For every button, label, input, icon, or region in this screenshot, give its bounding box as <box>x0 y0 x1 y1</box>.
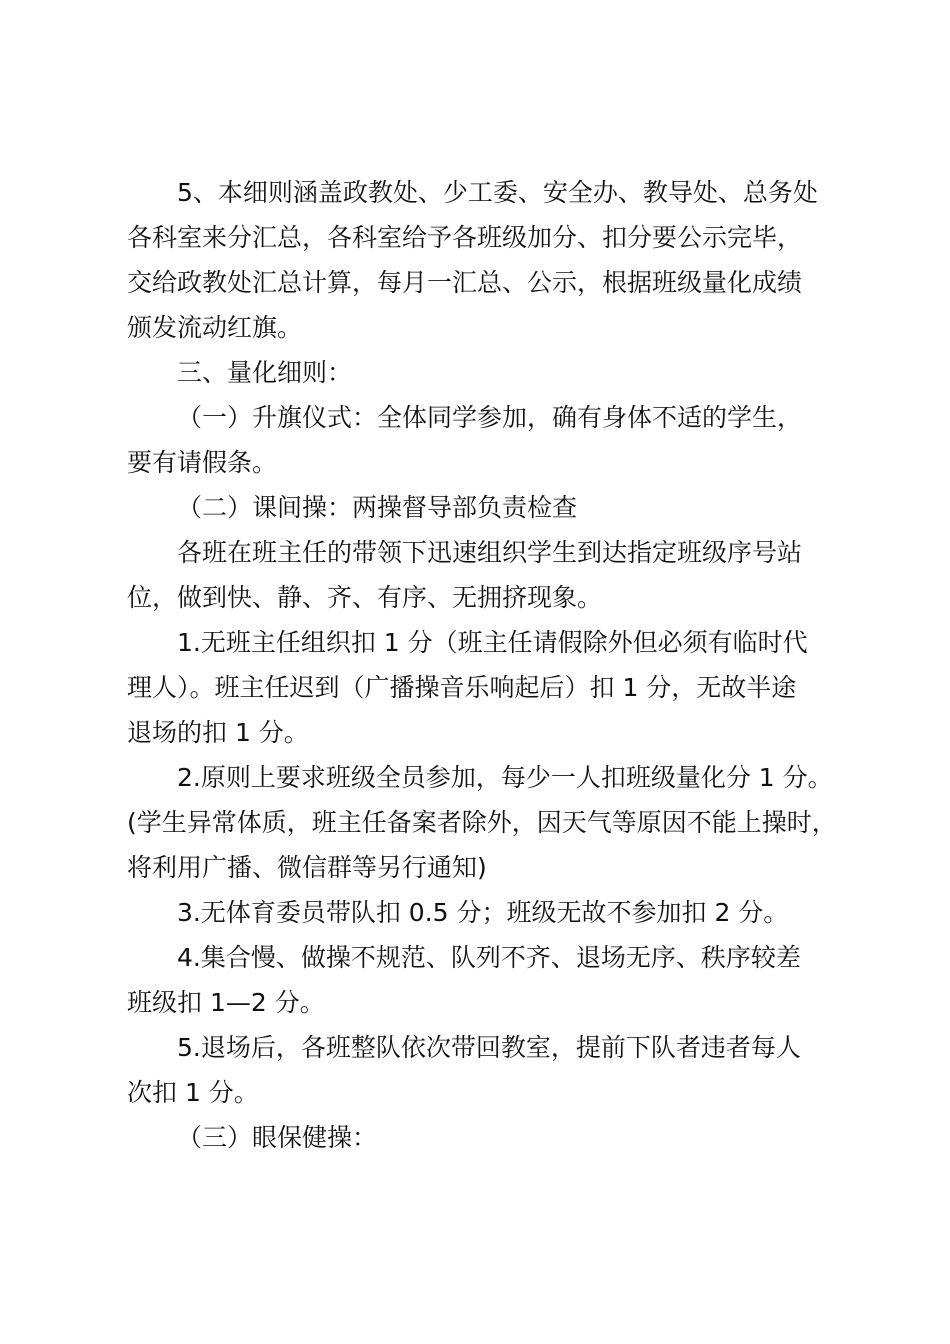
document-body <box>127 170 847 1160</box>
text-line: 2.原则上要求班级全员参加，每少一人扣班级量化分 1 分。 <box>177 763 833 792</box>
text-line: 4.集合慢、做操不规范、队列不齐、退场无序、秩序较差 <box>177 943 801 972</box>
subsection-heading: （三）眼保健操： <box>177 1123 378 1152</box>
text-line: 要有请假条。 <box>127 448 278 477</box>
text-line: 交给政教处汇总计算，每月一汇总、公示，根据班级量化成绩 <box>127 268 803 297</box>
text-line: 各科室来分汇总，各科室给予各班级加分、扣分要公示完毕， <box>127 223 803 252</box>
section-heading: 三、量化细则： <box>177 358 353 387</box>
text-line: 5.退场后，各班整队依次带回教室，提前下队者违者每人 <box>177 1033 801 1062</box>
text-line: 1.无班主任组织扣 1 分（班主任请假除外但必须有临时代 <box>177 628 808 657</box>
text-line: 理人）。班主任迟到（广播操音乐响起后）扣 1 分，无故半途 <box>127 673 797 702</box>
text-line: (学生异常体质，班主任备案者除外，因天气等原因不能上操时， <box>127 808 837 837</box>
text-line: 位，做到快、静、齐、有序、无拥挤现象。 <box>127 583 603 612</box>
text-line: 退场的扣 1 分。 <box>127 718 309 747</box>
text-line: 5、本细则涵盖政教处、少工委、安全办、教导处、总务处 <box>177 178 818 207</box>
text-line: 各班在班主任的带领下迅速组织学生到达指定班级序号站 <box>177 538 803 567</box>
text-line: 班级扣 1—2 分。 <box>127 988 325 1017</box>
text-line: 颁发流动红旗。 <box>127 313 303 342</box>
text-line: 次扣 1 分。 <box>127 1078 259 1107</box>
text-line: 将利用广播、微信群等另行通知) <box>127 853 487 882</box>
text-line: （一）升旗仪式：全体同学参加，确有身体不适的学生， <box>177 403 803 432</box>
text-line: 3.无体育委员带队扣 0.5 分；班级无故不参加扣 2 分。 <box>177 898 789 927</box>
subsection-heading: （二）课间操：两操督导部负责检查 <box>177 493 578 522</box>
